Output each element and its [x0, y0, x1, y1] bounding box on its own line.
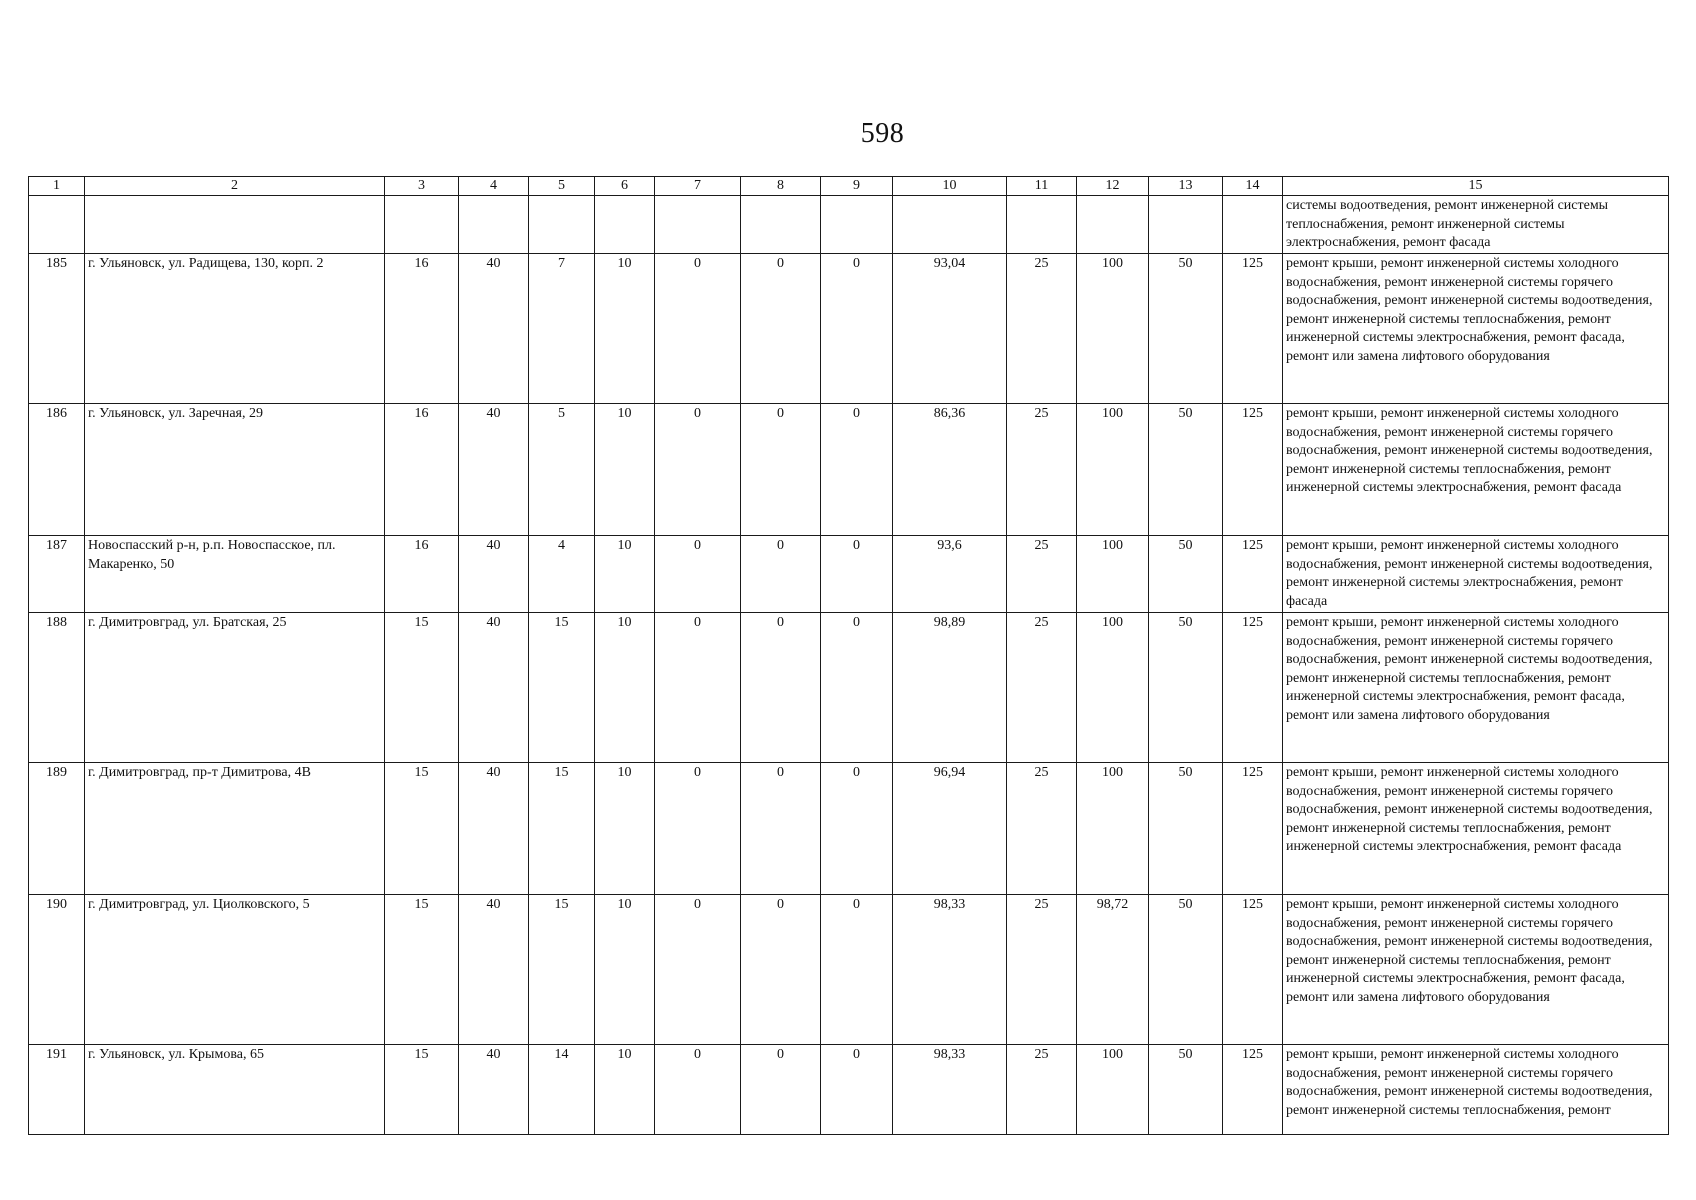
- value-cell: 10: [595, 1045, 655, 1135]
- value-cell: 25: [1007, 613, 1077, 763]
- value-cell: 15: [529, 613, 595, 763]
- value-cell: 100: [1077, 404, 1149, 536]
- column-number: 12: [1077, 177, 1149, 196]
- value-cell: 25: [1007, 1045, 1077, 1135]
- value-cell: 0: [741, 895, 821, 1045]
- value-cell: 25: [1007, 536, 1077, 613]
- value-cell: 0: [741, 1045, 821, 1135]
- value-cell: 40: [459, 763, 529, 895]
- column-number: 11: [1007, 177, 1077, 196]
- value-cell: 0: [821, 536, 893, 613]
- row-number: [29, 196, 85, 254]
- value-cell: 40: [459, 613, 529, 763]
- address-cell: г. Ульяновск, ул. Заречная, 29: [85, 404, 385, 536]
- column-number: 1: [29, 177, 85, 196]
- value-cell: 50: [1149, 1045, 1223, 1135]
- value-cell: 25: [1007, 404, 1077, 536]
- value-cell: 40: [459, 895, 529, 1045]
- value-cell: 40: [459, 254, 529, 404]
- value-cell: 98,33: [893, 895, 1007, 1045]
- value-cell: 125: [1223, 763, 1283, 895]
- value-cell: 125: [1223, 536, 1283, 613]
- row-number: 185: [29, 254, 85, 404]
- value-cell: 0: [655, 613, 741, 763]
- value-cell: 7: [529, 254, 595, 404]
- value-cell: 100: [1077, 763, 1149, 895]
- value-cell: 0: [821, 404, 893, 536]
- value-cell: 0: [821, 895, 893, 1045]
- repair-table: [28, 176, 1669, 1135]
- works-cell: ремонт крыши, ремонт инженерной системы холодного водоснабжения, ремонт инженерной системы водоотведения, ремонт инженерной системы электроснабжения, ремонт фасада: [1283, 536, 1669, 613]
- column-number: 15: [1283, 177, 1669, 196]
- value-cell: 125: [1223, 613, 1283, 763]
- value-cell: 10: [595, 763, 655, 895]
- value-cell: 100: [1077, 1045, 1149, 1135]
- value-cell: [1077, 196, 1149, 254]
- value-cell: 0: [655, 895, 741, 1045]
- page-number: 598: [860, 118, 905, 149]
- value-cell: 15: [385, 1045, 459, 1135]
- works-cell: ремонт крыши, ремонт инженерной системы холодного водоснабжения, ремонт инженерной системы горячего водоснабжения, ремонт инженерной системы водоотведения, ремонт инженерной системы теплоснабжения, ремонт инженерной системы электроснабжения, ремонт фасада, ремонт или замена лифтового оборудования: [1283, 895, 1669, 1045]
- address-cell: г. Димитровград, ул. Циолковского, 5: [85, 895, 385, 1045]
- value-cell: 50: [1149, 404, 1223, 536]
- value-cell: 0: [655, 1045, 741, 1135]
- address-cell: г. Димитровград, ул. Братская, 25: [85, 613, 385, 763]
- works-cell: ремонт крыши, ремонт инженерной системы холодного водоснабжения, ремонт инженерной системы горячего водоснабжения, ремонт инженерной системы водоотведения, ремонт инженерной системы теплоснабжения, ремонт инженерной системы электроснабжения, ремонт фасада: [1283, 763, 1669, 895]
- address-cell: г. Ульяновск, ул. Крымова, 65: [85, 1045, 385, 1135]
- row-number: 191: [29, 1045, 85, 1135]
- row-number: 187: [29, 536, 85, 613]
- value-cell: 93,04: [893, 254, 1007, 404]
- value-cell: 100: [1077, 536, 1149, 613]
- works-cell: ремонт крыши, ремонт инженерной системы холодного водоснабжения, ремонт инженерной системы горячего водоснабжения, ремонт инженерной системы водоотведения, ремонт инженерной системы теплоснабжения, ремонт инженерной системы электроснабжения, ремонт фасада: [1283, 404, 1669, 536]
- value-cell: 100: [1077, 613, 1149, 763]
- column-number-row: [29, 177, 1669, 196]
- value-cell: 0: [655, 254, 741, 404]
- value-cell: 100: [1077, 254, 1149, 404]
- value-cell: 15: [385, 613, 459, 763]
- value-cell: 0: [655, 536, 741, 613]
- row-number: 186: [29, 404, 85, 536]
- table-row: [29, 1045, 1669, 1135]
- value-cell: [655, 196, 741, 254]
- table-row: [29, 763, 1669, 895]
- value-cell: 93,6: [893, 536, 1007, 613]
- value-cell: 5: [529, 404, 595, 536]
- value-cell: 0: [655, 763, 741, 895]
- column-number: 10: [893, 177, 1007, 196]
- value-cell: 10: [595, 895, 655, 1045]
- row-number: 190: [29, 895, 85, 1045]
- table-row: [29, 404, 1669, 536]
- value-cell: 0: [821, 613, 893, 763]
- column-number: 5: [529, 177, 595, 196]
- value-cell: 15: [385, 763, 459, 895]
- value-cell: [741, 196, 821, 254]
- value-cell: 10: [595, 404, 655, 536]
- value-cell: [595, 196, 655, 254]
- works-cell: ремонт крыши, ремонт инженерной системы холодного водоснабжения, ремонт инженерной системы горячего водоснабжения, ремонт инженерной системы водоотведения, ремонт инженерной системы теплоснабжения, ремонт инженерной системы электроснабжения, ремонт фасада, ремонт или замена лифтового оборудования: [1283, 254, 1669, 404]
- value-cell: 10: [595, 613, 655, 763]
- address-cell: г. Димитровград, пр-т Димитрова, 4В: [85, 763, 385, 895]
- column-number: 4: [459, 177, 529, 196]
- value-cell: [893, 196, 1007, 254]
- works-cell: системы водоотведения, ремонт инженерной системы теплоснабжения, ремонт инженерной системы электроснабжения, ремонт фасада: [1283, 196, 1669, 254]
- value-cell: 4: [529, 536, 595, 613]
- column-number: 2: [85, 177, 385, 196]
- value-cell: 16: [385, 254, 459, 404]
- value-cell: 25: [1007, 895, 1077, 1045]
- value-cell: [529, 196, 595, 254]
- works-cell: ремонт крыши, ремонт инженерной системы холодного водоснабжения, ремонт инженерной системы горячего водоснабжения, ремонт инженерной системы водоотведения, ремонт инженерной системы теплоснабжения, ремонт инженерной системы электроснабжения, ремонт фасада, ремонт или замена лифтового оборудования: [1283, 613, 1669, 763]
- value-cell: 0: [821, 763, 893, 895]
- value-cell: 16: [385, 536, 459, 613]
- value-cell: [385, 196, 459, 254]
- address-cell: Новоспасский р-н, р.п. Новоспасское, пл. Макаренко, 50: [85, 536, 385, 613]
- column-number: 8: [741, 177, 821, 196]
- value-cell: [1223, 196, 1283, 254]
- value-cell: 50: [1149, 613, 1223, 763]
- value-cell: 16: [385, 404, 459, 536]
- table-row: [29, 895, 1669, 1045]
- value-cell: [821, 196, 893, 254]
- value-cell: 40: [459, 536, 529, 613]
- value-cell: 0: [821, 1045, 893, 1135]
- value-cell: 50: [1149, 763, 1223, 895]
- value-cell: 15: [529, 895, 595, 1045]
- row-number: 188: [29, 613, 85, 763]
- value-cell: 0: [741, 763, 821, 895]
- value-cell: 125: [1223, 404, 1283, 536]
- row-number: 189: [29, 763, 85, 895]
- column-number: 7: [655, 177, 741, 196]
- value-cell: 0: [821, 254, 893, 404]
- column-number: 3: [385, 177, 459, 196]
- value-cell: 14: [529, 1045, 595, 1135]
- value-cell: 15: [529, 763, 595, 895]
- value-cell: 50: [1149, 254, 1223, 404]
- value-cell: 0: [741, 254, 821, 404]
- address-cell: [85, 196, 385, 254]
- column-number: 9: [821, 177, 893, 196]
- value-cell: 0: [741, 613, 821, 763]
- table-row-continuation: [29, 196, 1669, 254]
- value-cell: [1149, 196, 1223, 254]
- value-cell: 125: [1223, 254, 1283, 404]
- column-number: 14: [1223, 177, 1283, 196]
- value-cell: 98,33: [893, 1045, 1007, 1135]
- value-cell: 86,36: [893, 404, 1007, 536]
- value-cell: 96,94: [893, 763, 1007, 895]
- value-cell: 125: [1223, 1045, 1283, 1135]
- works-cell: ремонт крыши, ремонт инженерной системы холодного водоснабжения, ремонт инженерной системы горячего водоснабжения, ремонт инженерной системы водоотведения, ремонт инженерной системы теплоснабжения, ремонт: [1283, 1045, 1669, 1135]
- value-cell: 25: [1007, 254, 1077, 404]
- value-cell: [1007, 196, 1077, 254]
- table-row: [29, 536, 1669, 613]
- column-number: 13: [1149, 177, 1223, 196]
- column-number: 6: [595, 177, 655, 196]
- value-cell: 40: [459, 404, 529, 536]
- value-cell: 0: [741, 536, 821, 613]
- value-cell: [459, 196, 529, 254]
- value-cell: 10: [595, 254, 655, 404]
- table-row: [29, 613, 1669, 763]
- value-cell: 125: [1223, 895, 1283, 1045]
- value-cell: 98,89: [893, 613, 1007, 763]
- value-cell: 0: [741, 404, 821, 536]
- value-cell: 50: [1149, 536, 1223, 613]
- value-cell: 50: [1149, 895, 1223, 1045]
- address-cell: г. Ульяновск, ул. Радищева, 130, корп. 2: [85, 254, 385, 404]
- value-cell: 15: [385, 895, 459, 1045]
- value-cell: 25: [1007, 763, 1077, 895]
- table-row: [29, 254, 1669, 404]
- value-cell: 0: [655, 404, 741, 536]
- value-cell: 98,72: [1077, 895, 1149, 1045]
- value-cell: 10: [595, 536, 655, 613]
- value-cell: 40: [459, 1045, 529, 1135]
